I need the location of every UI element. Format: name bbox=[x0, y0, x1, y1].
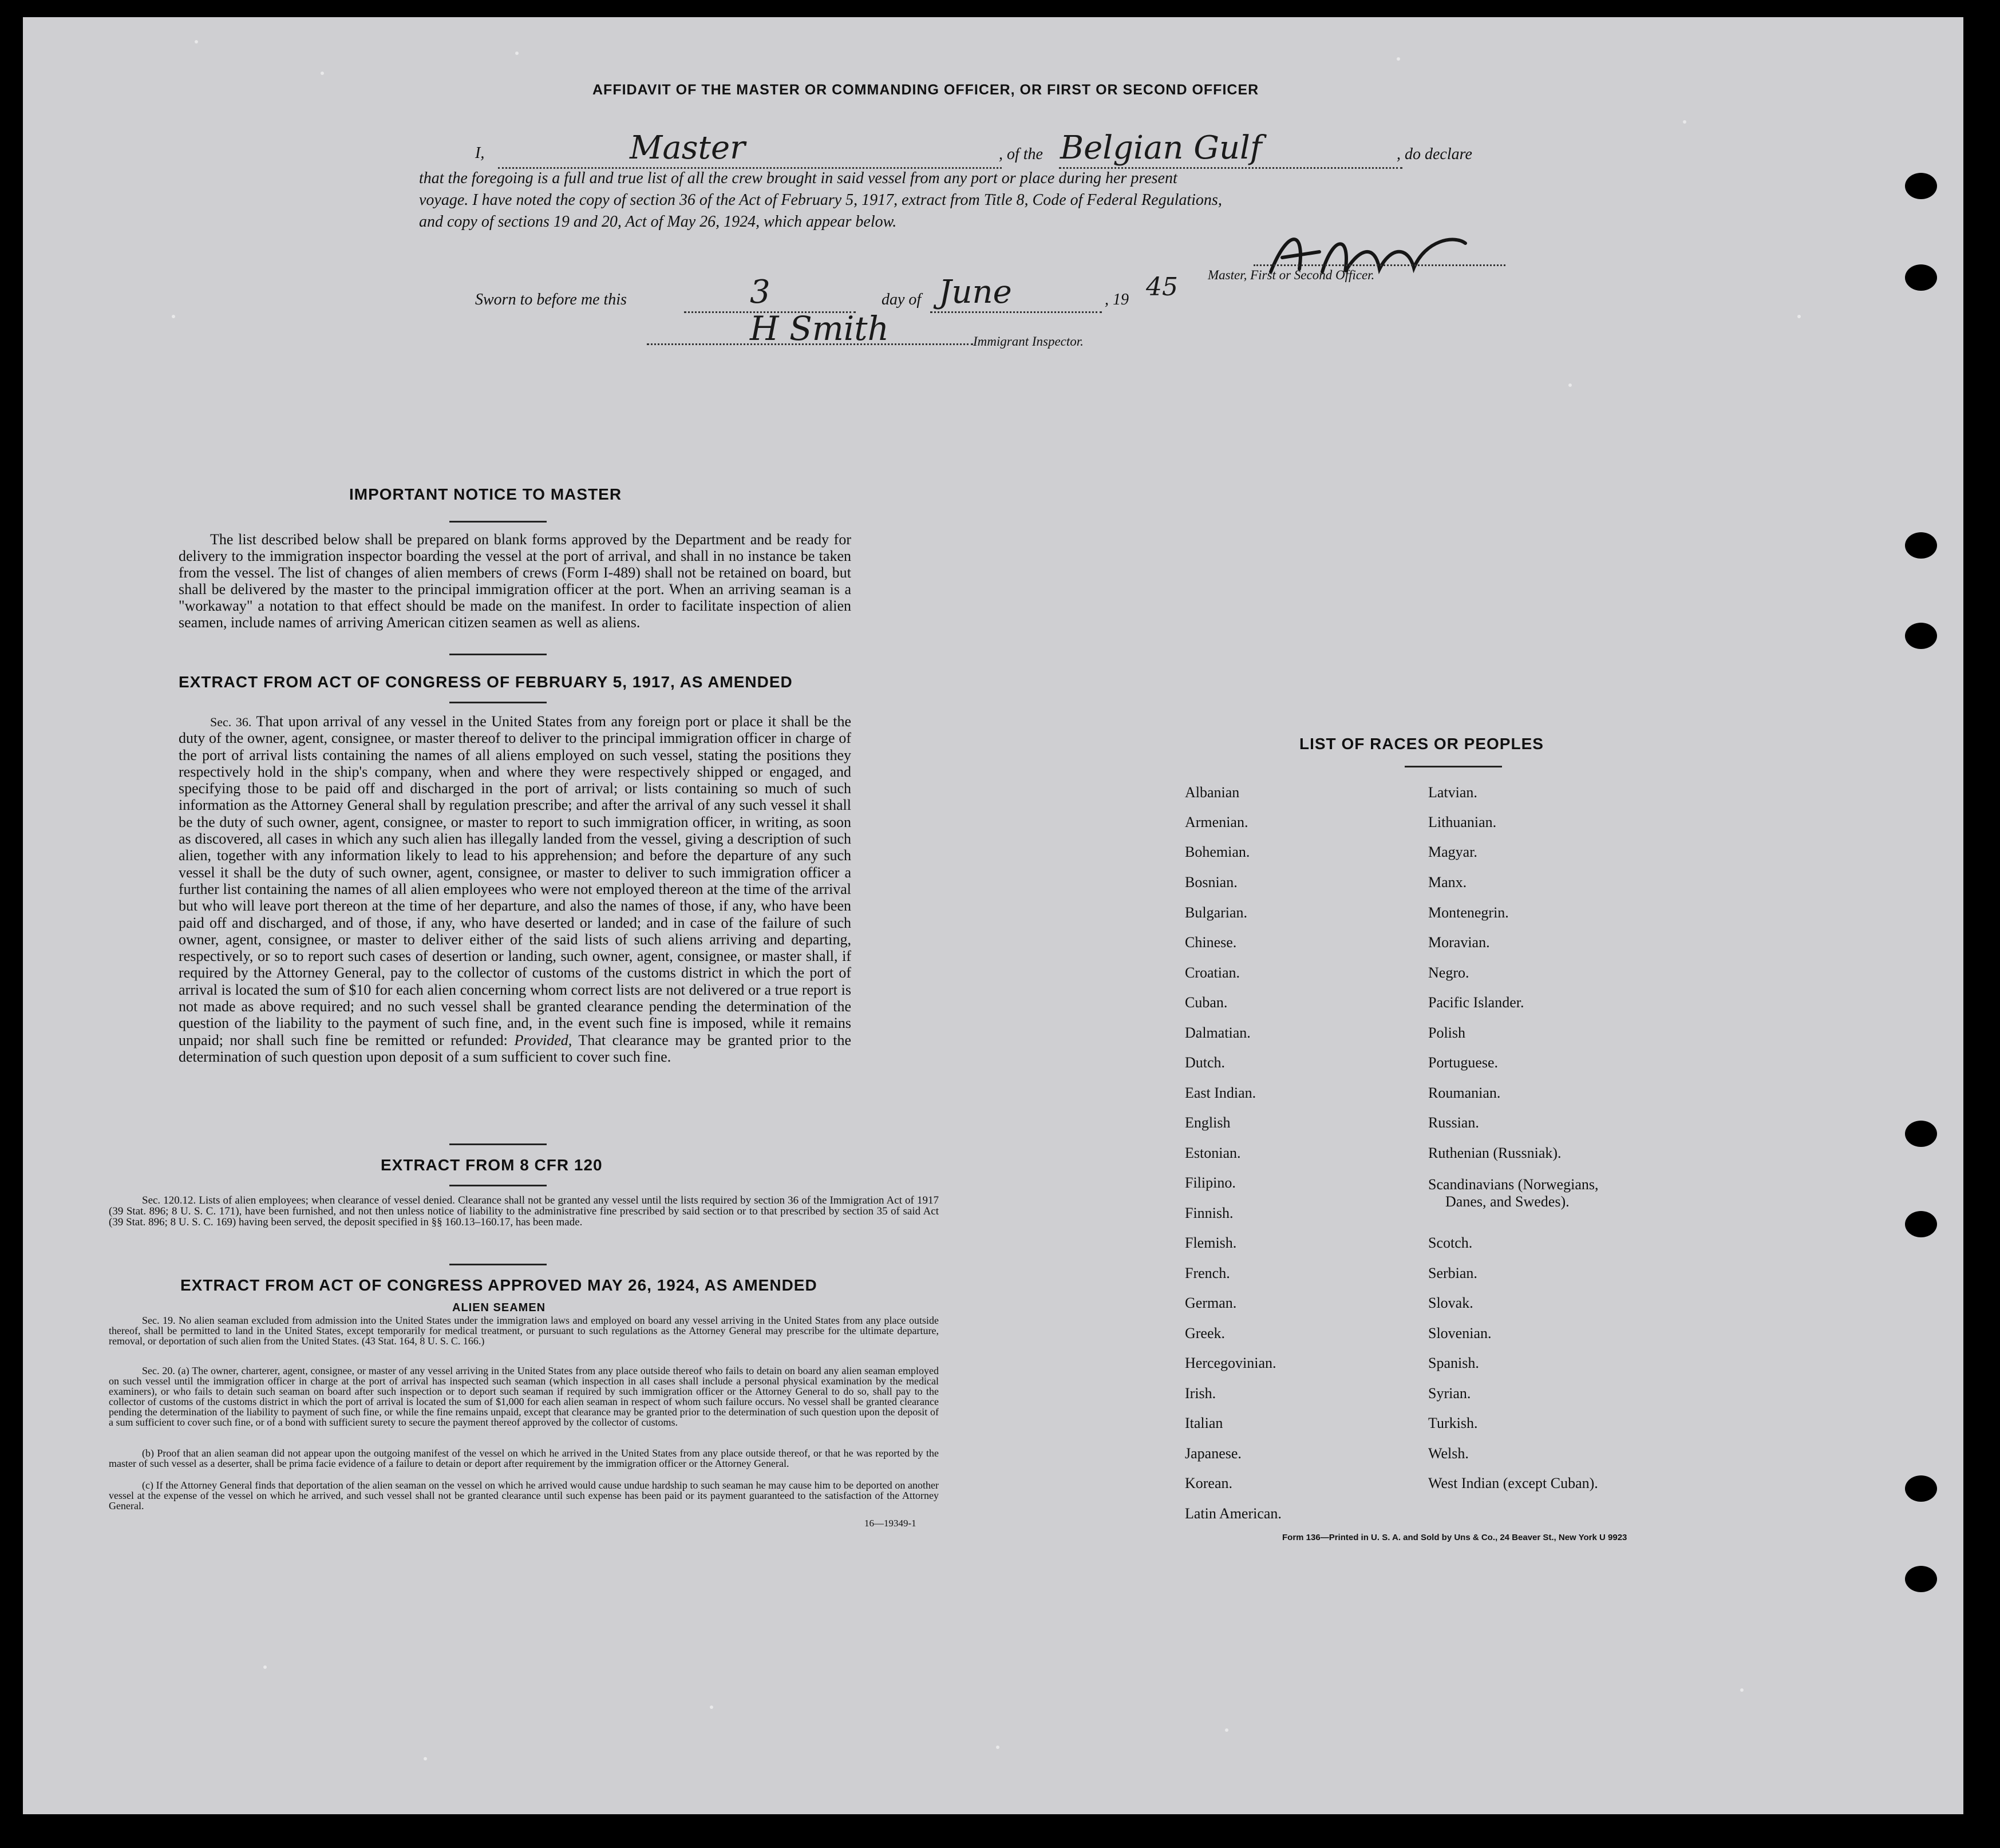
race-right: Latvian. bbox=[1428, 784, 1477, 801]
race-left: Armenian. bbox=[1185, 814, 1248, 830]
race-right: Moravian. bbox=[1428, 934, 1490, 951]
binder-hole bbox=[1905, 1566, 1937, 1592]
race-left: Finnish. bbox=[1185, 1205, 1234, 1221]
race-right: Slovenian. bbox=[1428, 1325, 1492, 1342]
race-left: Korean. bbox=[1185, 1475, 1233, 1491]
notice-title: IMPORTANT NOTICE TO MASTER bbox=[349, 485, 622, 503]
vessel-handwritten: Belgian Gulf bbox=[1060, 129, 1262, 167]
race-left: Dalmatian. bbox=[1185, 1024, 1251, 1041]
sec-36-label: Sec. 36. bbox=[210, 715, 252, 729]
document-page bbox=[23, 17, 1963, 1814]
race-left: Hercegovinian. bbox=[1185, 1355, 1276, 1371]
race-right: West Indian (except Cuban). bbox=[1428, 1475, 1598, 1491]
race-left: Italian bbox=[1185, 1415, 1223, 1431]
race-left: Bohemian. bbox=[1185, 844, 1250, 860]
cfr-title: EXTRACT FROM 8 CFR 120 bbox=[381, 1156, 603, 1174]
affidavit-i-prefix: I, bbox=[475, 144, 485, 162]
race-left: Latin American. bbox=[1185, 1505, 1282, 1522]
binder-hole bbox=[1905, 173, 1937, 199]
sworn-year-prefix: , 19 bbox=[1105, 291, 1129, 308]
binder-hole bbox=[1905, 1211, 1937, 1237]
binder-hole bbox=[1905, 1475, 1937, 1502]
extract-1924-code: 16—19349-1 bbox=[864, 1518, 916, 1529]
affidavit-of-the: , of the bbox=[999, 145, 1043, 163]
extract-1917-rule-2 bbox=[449, 1143, 547, 1145]
extract-1924-subtitle: ALIEN SEAMEN bbox=[452, 1301, 546, 1314]
race-left: East Indian. bbox=[1185, 1085, 1256, 1101]
race-left: Irish. bbox=[1185, 1385, 1216, 1402]
cfr-rule-2 bbox=[449, 1264, 547, 1265]
sec-20b-text: (b) Proof that an alien seaman did not appear upon the outgoing manifest of the vessel on which he arrived in the United States from any place outside thereof, or that he was reported by the master of such vessel as a deserter, shall be prima facie evidence of a failure to detain or deport after requirement by the immigration officer or the Attorney General. bbox=[109, 1447, 939, 1469]
sec-36-end: That clearance may be granted prior to the determination of such question upon deposit of a sum sufficient to cover such fine. bbox=[179, 1031, 852, 1065]
officer-handwritten: Master bbox=[630, 129, 745, 167]
race-left: French. bbox=[1185, 1265, 1230, 1281]
binder-hole bbox=[1905, 1121, 1937, 1147]
month-handwritten: June bbox=[939, 274, 1012, 311]
inspector-line bbox=[647, 343, 973, 345]
affidavit-statement-2: voyage. I have noted the copy of section 36 of the Act of February 5, 1917, extract from Title 8, Code of Federal Regulations, bbox=[419, 191, 1222, 209]
race-right: Roumanian. bbox=[1428, 1085, 1501, 1101]
race-right: Negro. bbox=[1428, 964, 1469, 981]
year-handwritten: 45 bbox=[1146, 272, 1178, 302]
race-left: Japanese. bbox=[1185, 1445, 1242, 1462]
affidavit-do-declare: , do declare bbox=[1397, 145, 1472, 163]
binder-hole bbox=[1905, 532, 1937, 559]
race-left: German. bbox=[1185, 1295, 1237, 1311]
signature-caption: Master, First or Second Officer. bbox=[1208, 268, 1375, 282]
vessel-line bbox=[1059, 167, 1402, 169]
race-right: Welsh. bbox=[1428, 1445, 1469, 1462]
race-right: Russian. bbox=[1428, 1114, 1479, 1131]
cfr-text: Sec. 120.12. Lists of alien employees; when clearance of vessel denied. Clearance shall not be granted any vessel until the lists required by section 36 of the Immigration Act of 1917 (39 Stat. 896; 8 U. S. C. 171), have been furnished, and not then unless notice of liability to the administrative fine prescribed by said section or to that prescribed by section 35 of said Act (39 Stat. 896; 8 U. S. C. 169) having been served, the deposit specified in §§ 160.13–160.17, has been made. bbox=[109, 1194, 939, 1228]
form-footer: Form 136—Printed in U. S. A. and Sold by Uns & Co., 24 Beaver St., New York U 9923 bbox=[1282, 1533, 1627, 1542]
race-right: Magyar. bbox=[1428, 844, 1477, 860]
races-title: LIST OF RACES OR PEOPLES bbox=[1299, 735, 1544, 753]
race-right: Manx. bbox=[1428, 874, 1467, 891]
race-right: Scandinavians (Norwegians, bbox=[1428, 1176, 1599, 1193]
race-right: Pacific Islander. bbox=[1428, 994, 1524, 1011]
race-right: Ruthenian (Russniak). bbox=[1428, 1145, 1562, 1161]
month-line bbox=[930, 311, 1102, 313]
race-right: Serbian. bbox=[1428, 1265, 1477, 1281]
sworn-day-of: day of bbox=[882, 291, 922, 308]
sec-36-provided: Provided, bbox=[514, 1031, 572, 1048]
race-right: Syrian. bbox=[1428, 1385, 1471, 1402]
race-right: Scotch. bbox=[1428, 1234, 1473, 1251]
race-right: Spanish. bbox=[1428, 1355, 1479, 1371]
signature-line bbox=[1254, 264, 1505, 266]
affidavit-statement-3: and copy of sections 19 and 20, Act of May 26, 1924, which appear below. bbox=[419, 213, 897, 231]
race-right: Turkish. bbox=[1428, 1415, 1478, 1431]
sworn-prefix: Sworn to before me this bbox=[475, 291, 627, 308]
binder-hole bbox=[1905, 623, 1937, 649]
race-right: Slovak. bbox=[1428, 1295, 1473, 1311]
race-right: Montenegrin. bbox=[1428, 904, 1509, 921]
notice-rule-2 bbox=[449, 654, 547, 655]
race-left: Bulgarian. bbox=[1185, 904, 1248, 921]
races-rule bbox=[1405, 766, 1502, 767]
sec-20c-text: (c) If the Attorney General finds that deportation of the alien seaman on the vessel on which he arrived would cause undue hardship to such seaman he may cause him to be deported on another vessel at the expense of the vessel on which he arrived, and such vessel shall not be granted clearance until such expense has been paid or its payment guaranteed to the satisfaction of the Attorney General. bbox=[109, 1479, 939, 1511]
notice-rule bbox=[449, 521, 547, 523]
race-left: Estonian. bbox=[1185, 1145, 1241, 1161]
affidavit-title: AFFIDAVIT OF THE MASTER OR COMMANDING OFFICER, OR FIRST OR SECOND OFFICER bbox=[592, 82, 1259, 98]
cfr-rule bbox=[449, 1185, 547, 1186]
race-left: Albanian bbox=[1185, 784, 1240, 801]
inspector-caption: Immigrant Inspector. bbox=[973, 334, 1084, 349]
race-left: Cuban. bbox=[1185, 994, 1228, 1011]
extract-1924-title: EXTRACT FROM ACT OF CONGRESS APPROVED MAY 26, 1924, AS AMENDED bbox=[180, 1276, 817, 1294]
sec-36-body: That upon arrival of any vessel in the United States from any foreign port or place it shall be the duty of the owner, agent, consignee, or master thereof to deliver to the principal immigration officer in charge of the port of arrival lists containing the names of all aliens employed on such vessel, stating the positions they respectively hold in the ship's company, when and where they were respectively shipped or engaged, and specifying those to be paid off and discharged in the port of arrival; or lists containing so much of such information as the Attorney General shall by regulation prescribe; and after the arrival of any such vessel it shall be the duty of such owner, agent, consignee, or master to report to such immigration officer, in writing, as soon as discovered, all cases in which any such alien has illegally landed from the vessel, giving a description of such alien, together with any information likely to lead to his apprehension; and before the departure of any such vessel it shall be the duty of such owner, agent, consignee, or master to deliver to such immigration officer a further list containing the names of all alien employees who were not employed thereon at the time of the arrival but who will leave port thereon at the time of her departure, and also the names of those, if any, who have been paid off and discharged, and of those, if any, who have deserted or landed; and in case of the failure of such owner, agent, consignee, or master to deliver either of the said lists of such aliens arriving and departing, respectively, or so to report such cases of desertion or landing, such owner, agent, consignee, or master shall, if required by the Attorney General, pay to the collector of customs of the customs district in which the port of arrival is located the sum of $10 for each alien concerning whom correct lists are not delivered or a true report is not made as above required; and no such vessel shall be granted clearance pending the determination of the question of the liability to the payment of such fine, and, in the event such fine is imposed, while it remains unpaid; nor shall such fine be remitted or refunded: bbox=[179, 713, 852, 1048]
race-right: Portuguese. bbox=[1428, 1054, 1499, 1071]
race-left: Bosnian. bbox=[1185, 874, 1238, 891]
officer-line bbox=[498, 167, 1002, 169]
race-left: Croatian. bbox=[1185, 964, 1240, 981]
race-right: Lithuanian. bbox=[1428, 814, 1497, 830]
binder-hole bbox=[1905, 264, 1937, 291]
sec-19-text: Sec. 19. No alien seaman excluded from admission into the United States under the immigration laws and employed on board any vessel arriving in the United States from any place outside thereof, shall be permitted to land in the United States, except temporarily for medical treatment, or pursuant to such regulations as the Attorney General may prescribe for the ultimate departure, removal, or deportation of such alien from the United States. (43 Stat. 164, 8 U. S. C. 166.) bbox=[109, 1315, 939, 1347]
race-left: Chinese. bbox=[1185, 934, 1237, 951]
race-right: Polish bbox=[1428, 1024, 1466, 1041]
extract-1917-rule bbox=[449, 702, 547, 703]
race-left: Filipino. bbox=[1185, 1174, 1236, 1191]
extract-1917-title: EXTRACT FROM ACT OF CONGRESS OF FEBRUARY 5, 1917, AS AMENDED bbox=[179, 673, 793, 691]
race-left: Flemish. bbox=[1185, 1234, 1237, 1251]
sec-20a-text: Sec. 20. (a) The owner, charterer, agent, consignee, or master of any vessel arriving in the United States from any place outside thereof who fails to detain on board any alien seaman employed on such vessel until the immigration officer in charge at the port of arrival has inspected such seaman (which inspection in all cases shall include a personal physical examination by the medical examiners), or who fails to detain such seaman on board after such inspection or to deport such seaman if required by such immigration officer or the Attorney General to do so, shall pay to the collector of customs of the customs district in which the port of arrival is located the sum of $1,000 for each alien seaman in respect of whom such failure occurs. No vessel shall be granted clearance pending the determination of the liability to payment of such fine, or while the fine remains unpaid, except that clearance may be granted prior to the determination of such question upon the deposit of a sum sufficient to cover such fine, or of a bond with sufficient surety to secure the payment thereof approved by the collector of customs. bbox=[109, 1365, 939, 1428]
race-left: English bbox=[1185, 1114, 1231, 1131]
notice-text: The list described below shall be prepared on blank forms approved by the Department and be ready for delivery to the immigration inspector boarding the vessel at the port of arrival, and shall in no instance be taken from the vessel. The list of changes of alien members of crews (Form I-489) shall not be retained on board, but shall be delivered by the master to the principal immigration officer at the port. When an arriving seaman is a "workaway" a notation to that effect should be made on the manifest. In order to facilitate inspection of alien seamen, include names of arriving American citizen seamen as well as aliens. bbox=[179, 531, 851, 631]
affidavit-statement-1: that the foregoing is a full and true list of all the crew brought in said vessel from any port or place during her present bbox=[419, 169, 1177, 187]
inspector-handwritten: H Smith bbox=[750, 309, 889, 348]
race-left: Dutch. bbox=[1185, 1054, 1226, 1071]
race-right: Danes, and Swedes). bbox=[1445, 1193, 1570, 1210]
race-left: Greek. bbox=[1185, 1325, 1226, 1342]
extract-1917-text bbox=[179, 713, 851, 1065]
day-handwritten: 3 bbox=[750, 274, 770, 311]
